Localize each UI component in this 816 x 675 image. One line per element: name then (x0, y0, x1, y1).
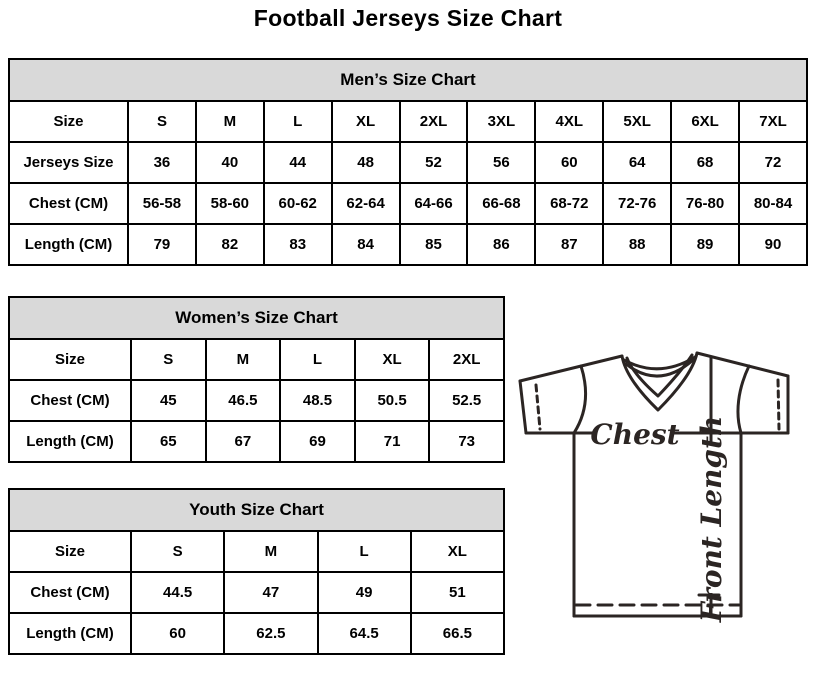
womens-table-title: Women’s Size Chart (9, 297, 504, 339)
table-row (9, 101, 807, 142)
table-cell: 67 (206, 421, 281, 462)
table-cell: S (128, 101, 196, 142)
left-shoulder-line (520, 356, 622, 381)
table-cell: XL (355, 339, 430, 380)
row-label: Size (9, 339, 131, 380)
table-cell: 71 (355, 421, 430, 462)
table-cell: 6XL (671, 101, 739, 142)
page-title: Football Jerseys Size Chart (253, 5, 563, 31)
table-cell: M (196, 101, 264, 142)
table-cell: 60-62 (264, 183, 332, 224)
table-row (9, 339, 504, 380)
table-cell: 82 (196, 224, 264, 265)
table-cell: 90 (739, 224, 807, 265)
table-title-row (9, 489, 504, 531)
table-cell: 64.5 (318, 613, 411, 654)
front-length-label: Front Length (695, 415, 728, 623)
table-cell: 60 (535, 142, 603, 183)
table-cell: 36 (128, 142, 196, 183)
table-cell: 3XL (467, 101, 535, 142)
table-cell: 86 (467, 224, 535, 265)
table-row (9, 572, 504, 613)
table-cell: 51 (411, 572, 504, 613)
mens-size-table (8, 58, 808, 266)
table-cell: XL (332, 101, 400, 142)
table-cell: 87 (535, 224, 603, 265)
table-cell: 5XL (603, 101, 671, 142)
table-cell: 2XL (400, 101, 468, 142)
table-cell: 44 (264, 142, 332, 183)
table-cell: 56-58 (128, 183, 196, 224)
table-cell: 85 (400, 224, 468, 265)
row-label: Jerseys Size (9, 142, 128, 183)
table-cell: 46.5 (206, 380, 281, 421)
jersey-measurement-diagram (512, 333, 816, 625)
row-label: Length (CM) (9, 613, 131, 654)
table-title-row (9, 297, 504, 339)
table-cell: M (224, 531, 317, 572)
table-cell: 52.5 (429, 380, 504, 421)
table-cell: 4XL (535, 101, 603, 142)
table-cell: 62.5 (224, 613, 317, 654)
table-cell: 48.5 (280, 380, 355, 421)
table-cell: 73 (429, 421, 504, 462)
table-cell: 48 (332, 142, 400, 183)
row-label: Length (CM) (9, 224, 128, 265)
table-row (9, 613, 504, 654)
table-cell: 60 (131, 613, 224, 654)
table-cell: 72-76 (603, 183, 671, 224)
table-cell: 49 (318, 572, 411, 613)
mens-table-title: Men’s Size Chart (9, 59, 807, 101)
row-label: Size (9, 531, 131, 572)
womens-size-table (8, 296, 505, 463)
table-row (9, 142, 807, 183)
table-cell: XL (411, 531, 504, 572)
table-cell: 79 (128, 224, 196, 265)
youth-size-table (8, 488, 505, 655)
table-cell: 58-60 (196, 183, 264, 224)
table-cell: 80-84 (739, 183, 807, 224)
table-row (9, 224, 807, 265)
right-cuff-dashed-line (778, 380, 779, 429)
table-row (9, 531, 504, 572)
table-row (9, 380, 504, 421)
right-armhole-curve (738, 366, 749, 433)
table-cell: L (318, 531, 411, 572)
table-cell: 68 (671, 142, 739, 183)
row-label: Size (9, 101, 128, 142)
table-cell: 45 (131, 380, 206, 421)
table-cell: 44.5 (131, 572, 224, 613)
table-row (9, 421, 504, 462)
table-cell: 69 (280, 421, 355, 462)
row-label: Chest (CM) (9, 572, 131, 613)
left-cuff-dashed-line (536, 385, 540, 429)
table-cell: 47 (224, 572, 317, 613)
left-sleeve-outer-edge (520, 381, 526, 433)
table-cell: 50.5 (355, 380, 430, 421)
row-label: Chest (CM) (9, 380, 131, 421)
chest-label: Chest (590, 418, 680, 451)
table-cell: 65 (131, 421, 206, 462)
table-cell: 64-66 (400, 183, 468, 224)
table-cell: 40 (196, 142, 264, 183)
table-cell: 64 (603, 142, 671, 183)
table-cell: 89 (671, 224, 739, 265)
table-cell: 72 (739, 142, 807, 183)
table-cell: 68-72 (535, 183, 603, 224)
table-cell: 62-64 (332, 183, 400, 224)
table-cell: 76-80 (671, 183, 739, 224)
table-cell: 56 (467, 142, 535, 183)
table-title-row (9, 59, 807, 101)
table-cell: 2XL (429, 339, 504, 380)
table-cell: 84 (332, 224, 400, 265)
table-cell: 66-68 (467, 183, 535, 224)
row-label: Chest (CM) (9, 183, 128, 224)
table-cell: 83 (264, 224, 332, 265)
table-cell: 88 (603, 224, 671, 265)
youth-table-title: Youth Size Chart (9, 489, 504, 531)
table-cell: L (264, 101, 332, 142)
table-cell: 66.5 (411, 613, 504, 654)
table-cell: S (131, 339, 206, 380)
table-cell: M (206, 339, 281, 380)
table-cell: 52 (400, 142, 468, 183)
table-cell: S (131, 531, 224, 572)
table-cell: 7XL (739, 101, 807, 142)
left-armhole-curve (574, 366, 586, 433)
table-row (9, 183, 807, 224)
row-label: Length (CM) (9, 421, 131, 462)
table-cell: L (280, 339, 355, 380)
